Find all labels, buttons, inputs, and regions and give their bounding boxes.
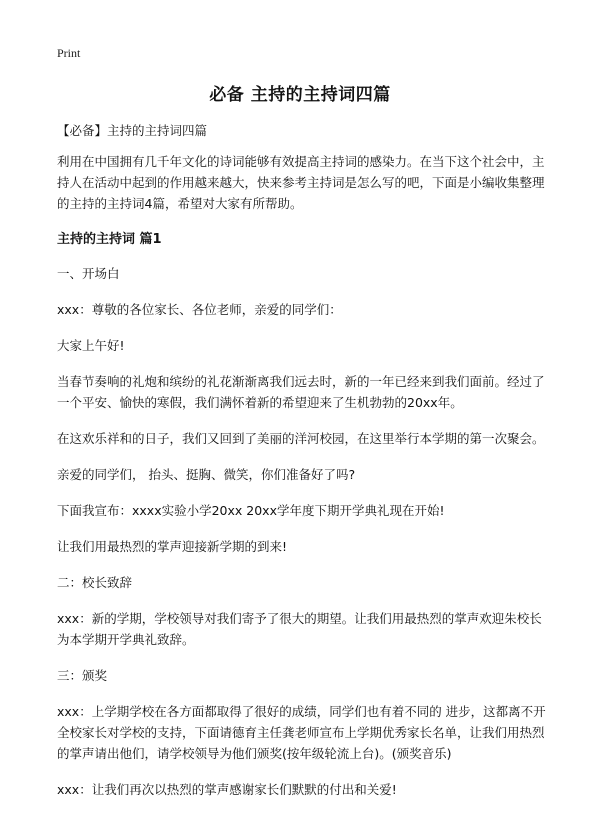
body-paragraph: 下面我宣布：xxxx实验小学20xx 20xx学年度下期开学典礼现在开始! [57, 503, 445, 518]
body-paragraph: 让我们用最热烈的掌声迎接新学期的到来! [57, 539, 288, 554]
body-paragraph: xxx：新的学期，学校领导对我们寄予了很大的期望。让我们用最热烈的掌声欢迎朱校长为本学期开学典礼致辞。 [57, 611, 542, 647]
subtitle-paragraph: 【必备】主持的主持词四篇 [57, 123, 208, 138]
body-paragraph: 亲爱的同学们， 抬头、挺胸、微笑，你们准备好了吗? [57, 467, 356, 482]
body-paragraph: xxx：尊敬的各位家长、各位老师，亲爱的同学们： [57, 302, 342, 317]
section-heading: 主持的主持词 篇1 [57, 232, 162, 247]
intro-paragraph: 利用在中国拥有几千年文化的诗词能够有效提高主持词的感染力。在当下这个社会中，主持人在活动中起到的作用越来越大，快来参考主持词是怎么写的吧，下面是小编收集整理的主持的主持词4篇，希望对大家有所帮助。 [57, 154, 545, 211]
document-body [57, 120, 547, 815]
body-paragraph: xxx：上学期学校在各方面都取得了很好的成绩，同学们也有着不同的 进步，这都离不开全校家长对学校的支持，下面请德育主任龚老师宣布上学期优秀家长名单，让我们用热烈的掌声请出他们，请学校领导为他们颁奖(按年级轮流上台)。(颁奖音乐) [57, 704, 546, 761]
subsection-heading-awards: 三：颁奖 [57, 668, 108, 683]
body-paragraph: 当春节奏响的礼炮和缤纷的礼花渐渐离我们远去时，新的一年已经来到我们面前。经过了一个平安、愉快的寒假，我们满怀着新的希望迎来了生机勃勃的20xx年。 [57, 374, 545, 410]
subsection-heading-opening: 一、开场白 [57, 266, 120, 281]
document-title: 必备 主持的主持词四篇 [209, 85, 391, 105]
body-paragraph: 在这欢乐祥和的日子，我们又回到了美丽的洋河校园，在这里举行本学期的第一次聚会。 [57, 431, 545, 446]
subsection-heading-principal: 二：校长致辞 [57, 575, 133, 590]
body-paragraph: xxx：让我们再次以热烈的掌声感谢家长们默默的付出和关爱! [57, 782, 397, 797]
body-paragraph: 大家上午好! [57, 338, 125, 353]
print-label: Print [57, 46, 81, 60]
